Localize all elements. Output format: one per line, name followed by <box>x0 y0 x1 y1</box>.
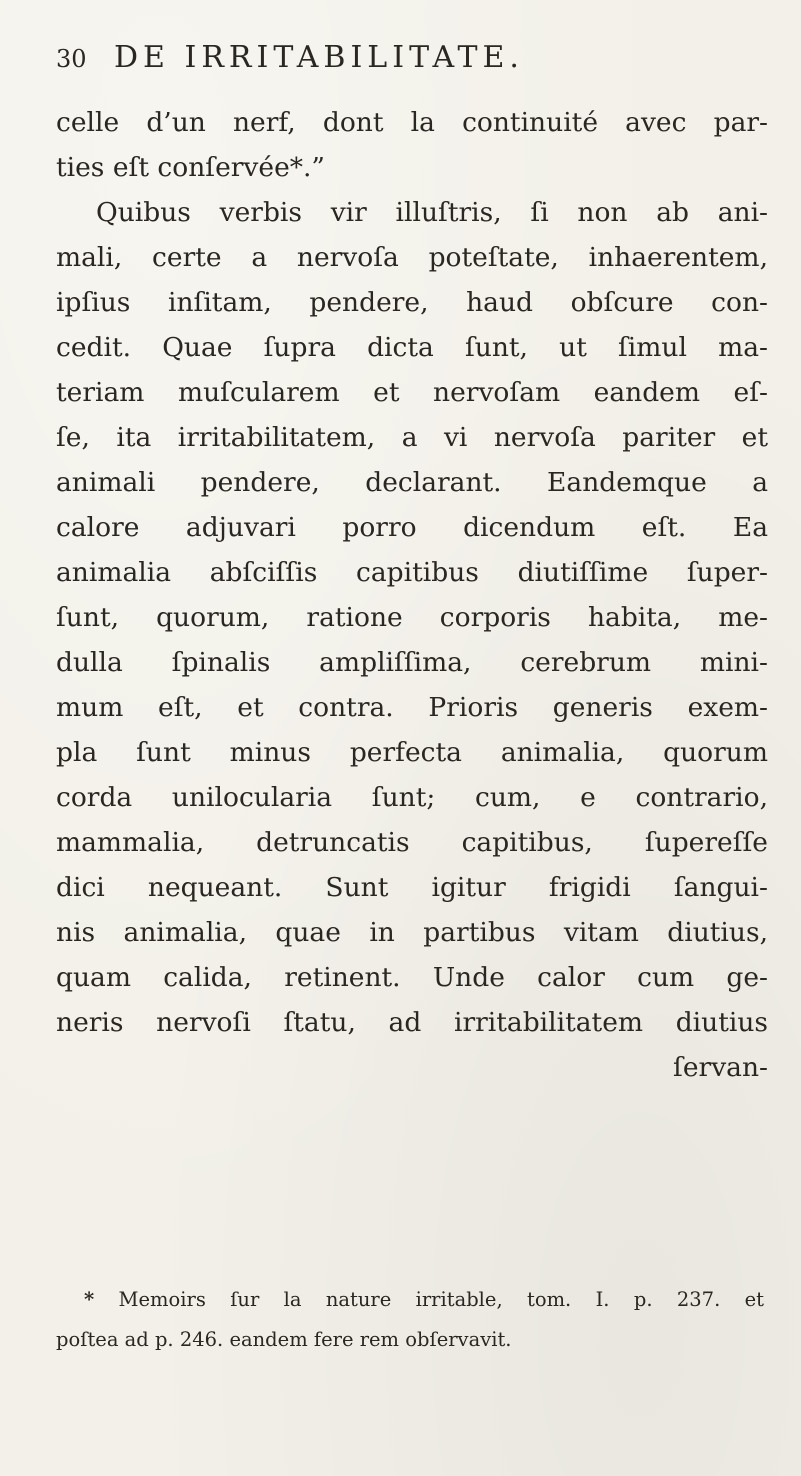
text-line: dulla ſpinalis ampliſſima, cerebrum mini- <box>56 647 768 678</box>
text-line: animalia abſciſſis capitibus diutiſſime ſuper- <box>56 557 768 588</box>
text-line: cedit. Quae ſupra dicta ſunt, ut ſimul ma- <box>56 332 768 363</box>
text-line: Quibus verbis vir illuſtris, ſi non ab ani- <box>96 197 768 228</box>
text-line: animali pendere, declarant. Eandemque a <box>56 467 768 498</box>
text-line: teriam muſcularem et nervoſam eandem eſ- <box>56 377 768 408</box>
text-line: quam calida, retinent. Unde calor cum ge- <box>56 962 768 993</box>
text-line: calore adjuvari porro dicendum eſt. Ea <box>56 512 768 543</box>
text-line: pla ſunt minus perfecta animalia, quorum <box>56 737 768 768</box>
text-line: corda unilocularia ſunt; cum, e contrario, <box>56 782 768 813</box>
body-text <box>56 100 768 1090</box>
footnote-marker: * <box>84 1288 95 1311</box>
footnote-line <box>56 1280 764 1320</box>
footnote-text: Memoirs ſur la nature irritable, tom. I. p. 237. et <box>118 1288 764 1311</box>
footnote <box>56 1280 768 1360</box>
text-line: mum eſt, et contra. Prioris generis exem- <box>56 692 768 723</box>
text-line: celle d’un nerf, dont la continuité avec par- <box>56 107 768 138</box>
catchword: ſervan- <box>673 1052 768 1083</box>
page-number: 30 <box>56 45 87 73</box>
text-line: ſe, ita irritabilitatem, a vi nervoſa pariter et <box>56 422 768 453</box>
text-line: dici nequeant. Sunt igitur frigidi ſangui- <box>56 872 768 903</box>
text-line: nis animalia, quae in partibus vitam diutius, <box>56 917 768 948</box>
text-line: mali, certe a nervoſa poteſtate, inhaerentem, <box>56 242 768 273</box>
running-head: DE IRRITABILITATE. <box>114 40 524 75</box>
text-line: mammalia, detruncatis capitibus, ſupereſſe <box>56 827 768 858</box>
text-line: ipſius inſitam, pendere, haud obſcure con- <box>56 287 768 318</box>
text-line: ſunt, quorum, ratione corporis habita, me- <box>56 602 768 633</box>
text-line: neris nervoſi ſtatu, ad irritabilitatem diutius <box>56 1007 768 1038</box>
text-line: ties eſt conſervée*.” <box>56 152 325 183</box>
footnote-line: poſtea ad p. 246. eandem fere rem obſervavit. <box>56 1328 512 1351</box>
page-header <box>56 36 756 80</box>
